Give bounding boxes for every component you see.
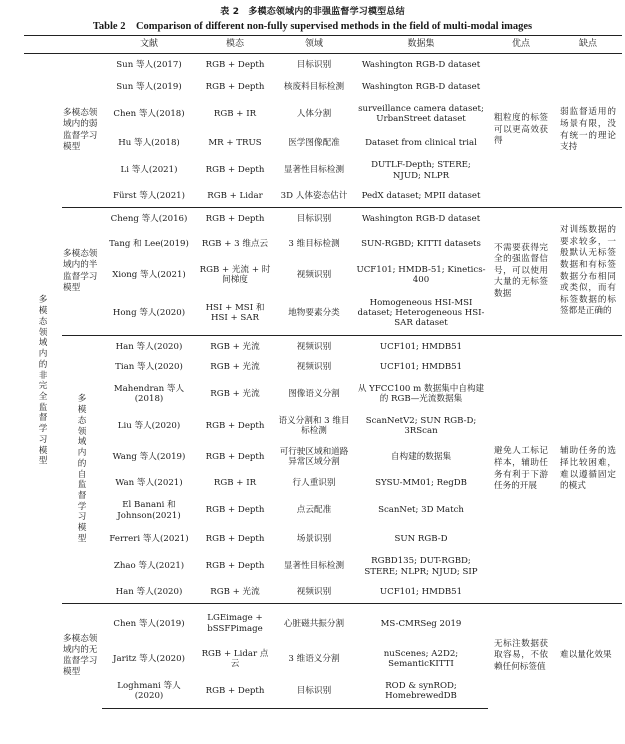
header-advantage: 优点 [488,36,554,54]
group-disadvantage: 弱监督适用的场景有限，没有统一的理论支持 [554,54,622,208]
cell-ref: Mahendran 等人(2018) [113,383,185,404]
cell-ref: Liu 等人(2020) [117,420,181,431]
cell-ref: Tang 和 Lee(2019) [109,238,189,249]
cell-dataset: SUN RGB-D [394,533,448,544]
cell-field: 行人重识别 [292,478,336,489]
cell-modality: RGB + Depth [205,505,265,516]
header-blank [62,36,102,54]
group-label-semi: 多模态领域内的半监督学习模型 [62,208,102,336]
cell-modality: RGB + Lidar [207,191,263,201]
cell-field: 显著性目标检测 [283,165,345,176]
cell-field: 地物要素分类 [288,308,340,318]
cell-dataset: SYSU-MM01; RegDB [375,478,467,489]
cell-field: 点云配准 [296,505,332,516]
cell-dataset: MS-CMRSeg 2019 [354,604,488,644]
group-advantage: 粗粒度的标签可以更高效获得 [488,54,554,208]
cell-modality: RGB + Depth [196,54,274,77]
cell-dataset: DUTLF-Depth; STERE; NJUD; NLPR [371,160,471,181]
cell-dataset: 自构建的数据集 [390,451,452,462]
cell-field: 目标识别 [274,54,354,77]
cell-ref: Wan 等人(2021) [115,478,183,489]
cell-modality: RGB + Depth [205,81,265,92]
cell-field: 场景识别 [296,533,332,544]
cell-field: 语义分割和 3 维目标检测 [278,415,350,436]
table-row [24,336,622,358]
cell-modality: RGB + Depth [205,420,265,431]
group-label-unsup: 多模态领域内的无监督学习模型 [62,604,102,709]
cell-modality: RGB + Depth [205,561,265,572]
cell-modality: RGB + IR [213,478,257,489]
cell-modality: LGEimage + bSSFPimage [196,604,274,644]
table-caption-cn: 表 2 多模态领域内的非强监督学习模型总结 [220,7,405,17]
cell-ref: Cheng 等人(2016) [102,208,196,230]
cell-modality: RGB + 光流 [210,362,260,373]
cell-ref: Chen 等人(2018) [113,108,185,119]
cell-ref: Hong 等人(2020) [112,308,186,318]
cell-ref: Zhao 等人(2021) [113,561,185,572]
cell-ref: Han 等人(2020) [102,336,196,358]
cell-dataset: UCF101; HMDB51 [354,336,488,358]
cell-modality: RGB + Depth [205,165,265,176]
cell-dataset: Washington RGB-D dataset [354,208,488,230]
header-row [24,36,622,54]
header-modality: 模态 [196,36,274,54]
group-disadvantage: 难以量化效果 [554,604,622,709]
cell-dataset: Dataset from clinical trial [365,137,477,148]
cell-modality: RGB + 3 维点云 [201,238,269,249]
cell-ref: Tian 等人(2020) [115,362,183,373]
cell-dataset: UCF101; HMDB-51; Kinetics-400 [356,264,486,285]
cell-ref: Jaritz 等人(2020) [113,653,185,664]
comparison-table [24,35,622,709]
cell-field: 目标识别 [274,675,354,709]
cell-ref: Xiong 等人(2021) [112,269,186,280]
cell-dataset: Homogeneous HSI-MSI dataset; Heterogeneous HSI-SAR dataset [357,297,485,329]
cell-dataset: Washington RGB-D dataset [361,81,481,92]
cell-field: 核废料目标检测 [283,81,345,92]
cell-modality: RGB + Depth [205,533,265,544]
cell-dataset: Washington RGB-D dataset [354,54,488,77]
cell-field: 图像语义分割 [288,388,340,399]
cell-dataset: PedX dataset; MPII dataset [361,191,481,201]
table-row [24,604,622,644]
cell-field: 可行驶区域和道路异常区域分割 [279,446,349,467]
cell-modality: RGB + Depth [205,451,265,462]
cell-field: 视频识别 [296,362,332,373]
cell-ref: Fürst 等人(2021) [113,191,185,201]
cell-ref: Sun 等人(2019) [116,81,182,92]
cell-ref: Wang 等人(2019) [112,451,186,462]
table-row [24,54,622,77]
table-caption-en: Table 2 Comparison of different non-fully supervised methods in the field of multi-modal images [92,21,533,32]
cell-field: 3D 人体姿态估计 [280,191,348,201]
header-dataset: 数据集 [354,36,488,54]
cell-dataset: 从 YFCC100 m 数据集中自构建的 RGB—光流数据集 [357,383,485,404]
cell-dataset: ScanNetV2; SUN RGB-D; 3RScan [365,415,477,436]
cell-field: 视频识别 [296,587,332,597]
cell-modality: RGB + Lidar 点云 [201,648,269,669]
cell-modality: RGB + 光流 [210,587,260,597]
group-disadvantage: 对训练数据的要求较多，一般默认无标签数据和有标签数据分布相同或类似，而有标签数据的标签都是正确的 [554,208,622,336]
cell-modality: MR + TRUS [208,137,262,148]
top-group-label: 多模态领域内的非完全监督学习模型 [24,54,62,709]
table-row [24,208,622,230]
cell-dataset: UCF101; HMDB51 [379,587,463,597]
cell-ref: Sun 等人(2017) [102,54,196,77]
cell-field: 视频识别 [274,336,354,358]
cell-field: 医学图像配准 [288,137,340,148]
cell-dataset: surveillance camera dataset; UrbanStreet dataset [358,103,484,124]
cell-modality: RGB + Depth [196,208,274,230]
cell-dataset: SUN-RGBD; KITTI datasets [361,238,481,249]
cell-dataset: UCF101; HMDB51 [379,362,463,373]
cell-ref: Hu 等人(2018) [118,137,180,148]
cell-dataset: RGBD135; DUT-RGBD; STERE; NLPR; NJUD; SIP [364,556,478,577]
cell-field: 3 维目标检测 [288,238,340,249]
cell-modality: RGB + 光流 [210,388,260,399]
cell-field: 视频识别 [296,269,332,280]
cell-modality: RGB + IR [213,108,257,119]
cell-field: 3 维语义分割 [288,653,340,664]
group-label-self: 多模态领域内的自监督学习模型 [62,336,102,604]
header-field: 领域 [274,36,354,54]
cell-field: 心脏磁共振分割 [274,604,354,644]
cell-dataset: ScanNet; 3D Match [378,505,464,516]
cell-ref: Chen 等人(2019) [102,604,196,644]
cell-ref: Han 等人(2020) [115,587,183,597]
cell-ref: Loghmani 等人(2020) [102,675,196,709]
cell-modality: RGB + Depth [196,675,274,709]
group-disadvantage: 辅助任务的选择比较困难，难以遵循固定的模式 [554,336,622,604]
header-disadvantage: 缺点 [554,36,622,54]
cell-modality: RGB + 光流 + 时间梯度 [199,264,271,285]
cell-modality: RGB + 光流 [196,336,274,358]
header-blank [24,36,62,54]
cell-ref: El Banani 和 Johnson(2021) [117,500,181,521]
cell-dataset: nuScenes; A2D2; SemanticKITTI [383,648,459,669]
group-advantage: 无标注数据获取容易，不依赖任何标签值 [488,604,554,709]
cell-field: 目标识别 [274,208,354,230]
cell-ref: Ferreri 等人(2021) [109,533,189,544]
cell-field: 显著性目标检测 [283,561,345,572]
cell-modality: HSI + MSI 和 HSI + SAR [205,302,265,324]
group-advantage: 不需要获得完全的强监督信号，可以使用大量的无标签数据 [488,208,554,336]
header-ref: 文献 [102,36,196,54]
group-label-weak: 多模态领域内的弱监督学习模型 [62,54,102,208]
cell-dataset: ROD & synROD; HomebrewedDB [354,675,488,709]
cell-field: 人体分割 [296,108,332,119]
group-advantage: 避免人工标记样本，辅助任务有利于下游任务的开展 [488,336,554,604]
cell-ref: Li 等人(2021) [120,165,178,176]
